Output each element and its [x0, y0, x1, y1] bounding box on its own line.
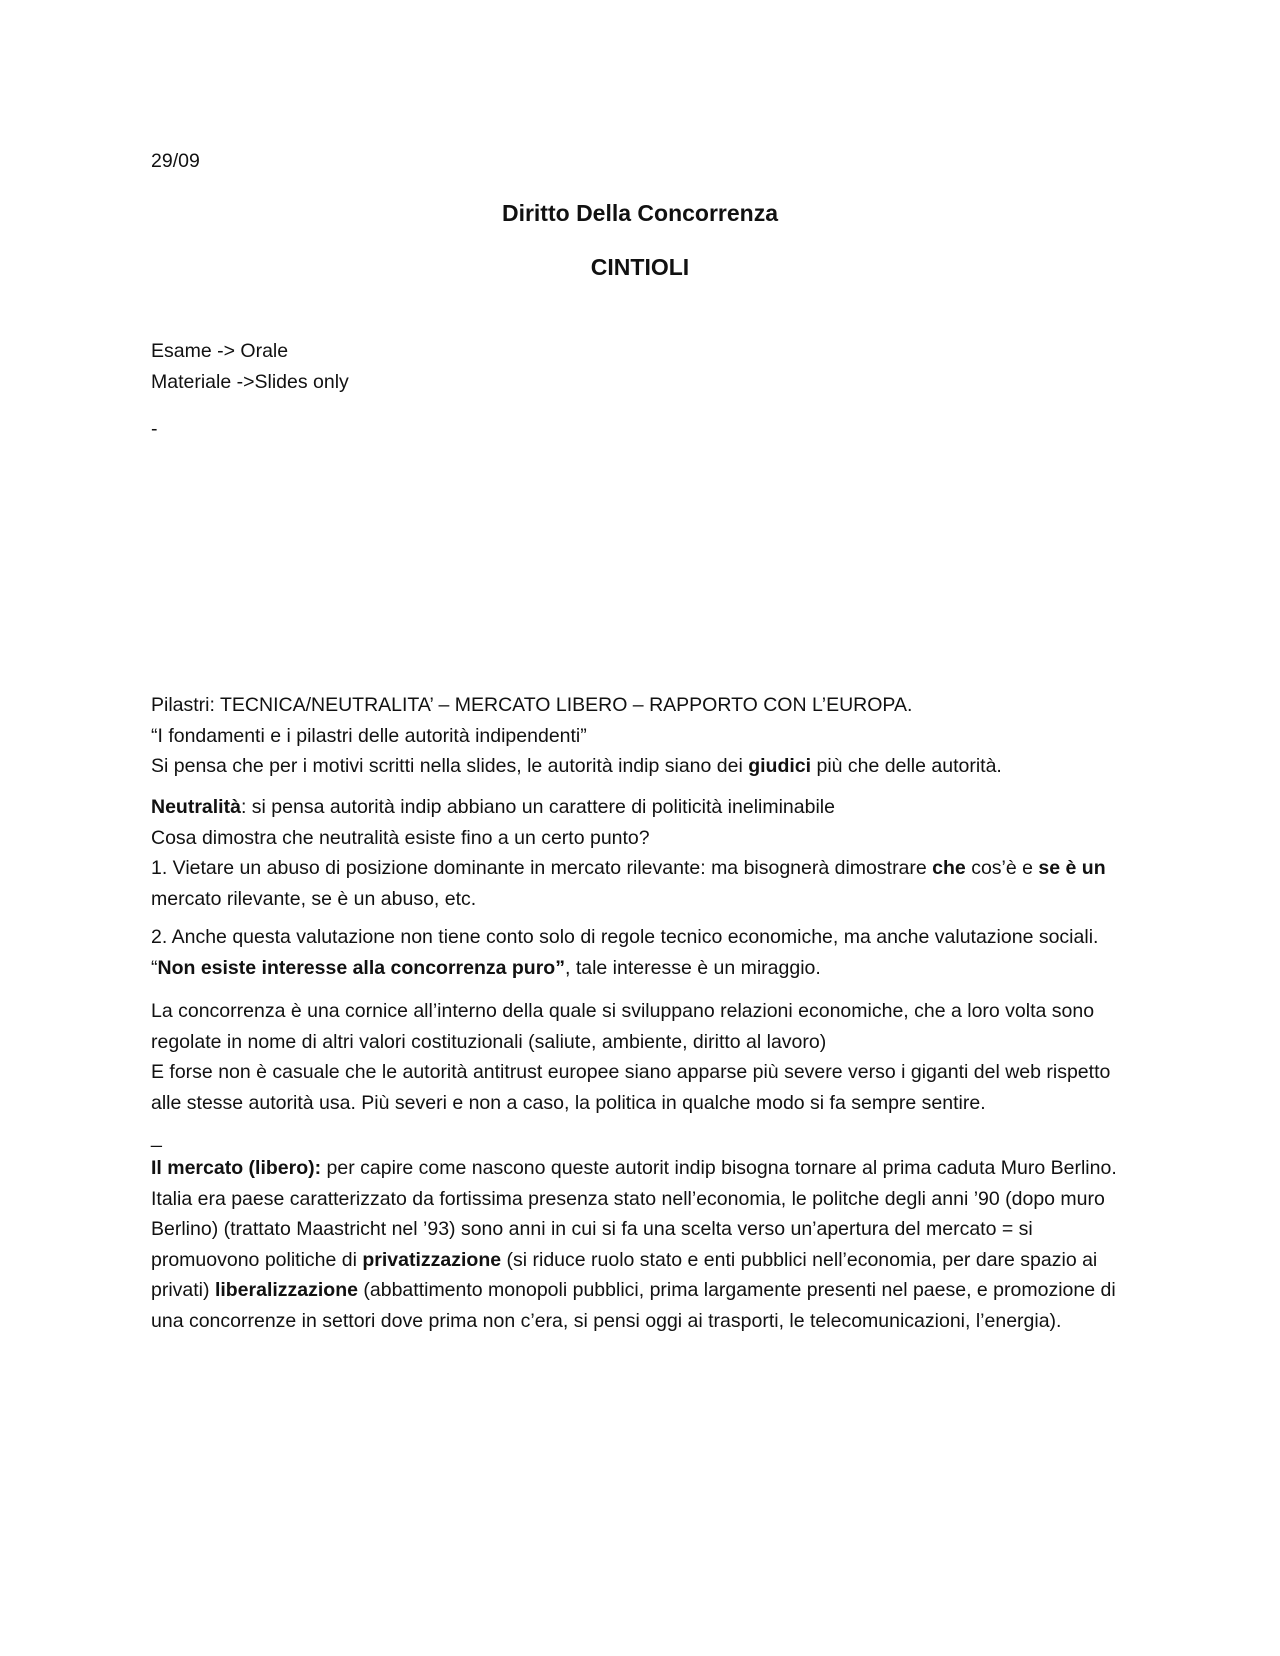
- exam-info: [151, 336, 1131, 397]
- point-1-mid: cos’è e: [965, 857, 1039, 879]
- judges-bold: giudici: [748, 755, 812, 777]
- market-intro: [151, 1153, 1131, 1184]
- exam-line: Esame -> Orale: [151, 340, 289, 362]
- market-para-end: (abbattimento monopoli pubblici, prima largamente presenti nel paese, e promozione di una concorrenze in settori dove prima non c’era, si pensi oggi ai trasporti, le telecomunicazioni, l’energia).: [151, 1279, 1116, 1332]
- point-1-text: 1. Vietare un abuso di posizione dominante in mercato rilevante: ma bisognerà dimostrare: [151, 857, 933, 879]
- privatization-bold: privatizzazione: [362, 1248, 502, 1271]
- neutrality-question: Cosa dimostra che neutralità esiste fino a un certo punto?: [151, 826, 650, 849]
- author-name: CINTIOLI: [590, 254, 690, 280]
- judges-text: Si pensa che per i motivi scritti nella slides, le autorità indip siano dei: [151, 755, 749, 777]
- separator-underscore: _: [151, 1126, 162, 1148]
- liberalization-bold: liberalizzazione: [214, 1279, 358, 1301]
- pillars-section: [151, 690, 1131, 782]
- market-label: Il mercato (libero):: [151, 1157, 322, 1179]
- point-2-end: , tale interesse è un miraggio.: [564, 956, 821, 979]
- market-para-mid: (si riduce ruolo stato e enti pubblici nell’economia, per dare spazio ai privati): [151, 1248, 1098, 1301]
- separator-dash: -: [151, 418, 158, 440]
- neutrality-section: [151, 792, 1131, 914]
- material-line: Materiale ->Slides only: [151, 370, 349, 393]
- competition-section: [151, 996, 1131, 1118]
- competition-para-1: La concorrenza è una cornice all’interno della quale si sviluppano relazioni economiche, che a loro volta sono regolate in nome di altri valori costituzionali (saliute, ambiente, diritto al lavoro): [151, 1000, 1095, 1053]
- neutrality-label: Neutralità: [151, 796, 241, 818]
- neutrality-text: : si pensa autorità indip abbiano un carattere di politicità ineliminabile: [240, 796, 835, 818]
- market-section: [151, 1153, 1131, 1336]
- judges-text-end: più che delle autorità.: [811, 755, 1002, 777]
- market-para-text: Italia era paese caratterizzato da fortissima presenza stato nell’economia, le politche degli anni ’90 (dopo muro Berlino) (trattato Maastricht nel ’93) sono anni in cui si fa una scelta verso un’apertura del mercato = si promuovono politiche di: [151, 1187, 1105, 1271]
- point-1-bold-se: se è un: [1038, 857, 1106, 879]
- market-para: [151, 1184, 1131, 1337]
- neutrality-line: [151, 792, 1131, 823]
- date: 29/09: [151, 150, 200, 172]
- quote-line: “I fondamenti e i pilastri delle autorità indipendenti”: [151, 724, 587, 747]
- point-2-text: 2. Anche questa valutazione non tiene conto solo di regole tecnico economiche, ma anche valutazione sociali. “: [151, 926, 1099, 979]
- point-1-end: mercato rilevante, se è un abuso, etc.: [151, 887, 477, 910]
- point-2-bold: Non esiste interesse alla concorrenza puro”: [157, 956, 565, 979]
- competition-para-2: E forse non è casuale che le autorità antitrust europee siano apparse più severe verso i giganti del web rispetto alle stesse autorità usa. Più severi e non a caso, la politica in qualche modo si fa sempre sentire.: [151, 1061, 1111, 1114]
- point-1-bold-che: che: [932, 857, 966, 879]
- point-2: [151, 922, 1131, 983]
- document-title: Diritto Della Concorrenza: [501, 200, 779, 226]
- market-intro-text: per capire come nascono queste autorit indip bisogna tornare al prima caduta Muro Berlino.: [321, 1157, 1117, 1179]
- judges-line: [151, 751, 1131, 782]
- point-2-section: [151, 922, 1131, 983]
- pillars-line: Pilastri: TECNICA/NEUTRALITA’ – MERCATO LIBERO – RAPPORTO CON L’EUROPA.: [151, 694, 913, 716]
- point-1: [151, 853, 1131, 914]
